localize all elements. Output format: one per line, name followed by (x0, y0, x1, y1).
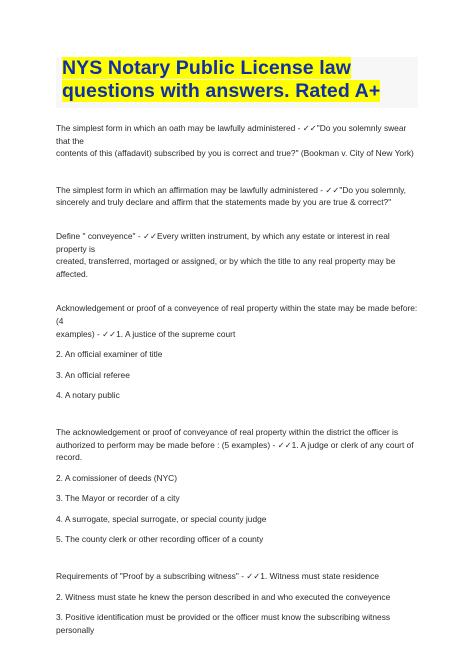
question-line: contents of this (affadavit) subscribed by you is correct and true?" (Bookman v. City of New York) (56, 148, 414, 159)
question-line: The simplest form in which an affirmation may be lawfully administered - ✓✓"Do you solemnly, (56, 184, 406, 195)
qa-block-conveyence (56, 230, 418, 280)
list-item: 2. An official examiner of title (56, 349, 163, 360)
list-item: 3. The Mayor or recorder of a city (56, 493, 180, 504)
qa-block-subscribing-witness (56, 570, 418, 636)
list-item: 4. A surrogate, special surrogate, or special county judge (56, 513, 267, 524)
qa-block-oath (56, 122, 418, 160)
question-line: examples) - ✓✓1. A justice of the supreme court (56, 328, 236, 339)
question-line: record. (56, 452, 83, 463)
document-page (0, 57, 474, 670)
list-item: 2. A comissioner of deeds (NYC) (56, 472, 178, 483)
list-item: 5. The county clerk or other recording officer of a county (56, 534, 264, 545)
qa-block-affirmation (56, 184, 418, 209)
question-line: Requirements of "Proof by a subscribing witness" - ✓✓1. Witness must state residence (56, 571, 380, 582)
question-line: The acknowledgement or proof of conveyance of real property within the district the officer is (56, 426, 399, 437)
question-line: created, transferred, mortaged or assigned, or by which the title to any real property may be affected. (56, 256, 396, 279)
list-item: 3. Positive identification must be provided or the officer must know the subscribing witness personally (56, 612, 391, 635)
question-line: authorized to perform may be made before : (5 examples) - ✓✓1. A judge or clerk of any court of (56, 439, 414, 450)
question-line: The simplest form in which an oath may be lawfully administered - ✓✓"Do you solemnly swear that the (56, 123, 407, 146)
title-line-1: NYS Notary Public License law (62, 57, 351, 79)
list-item: 2. Witness must state he knew the person described in and who executed the conveyence (56, 591, 391, 602)
qa-block-acknowledgement-state (56, 302, 418, 402)
title-line-2: questions with answers. Rated A+ (62, 80, 381, 102)
qa-block-acknowledgement-district (56, 426, 418, 546)
question-line: Define " conveyence" - ✓✓Every written instrument, by which any estate or interest in real property is (56, 230, 390, 254)
list-item: 4. A notary public (56, 390, 120, 401)
question-line: sincerely and truly declare and affirm that the statements made by you are true & correct?" (56, 197, 392, 208)
question-line: Acknowledgement or proof of a conveyence of real property within the state may be made before: (4 (56, 303, 418, 326)
qa-content (56, 122, 418, 636)
document-title (56, 57, 418, 108)
list-item: 3. An official referee (56, 369, 130, 380)
